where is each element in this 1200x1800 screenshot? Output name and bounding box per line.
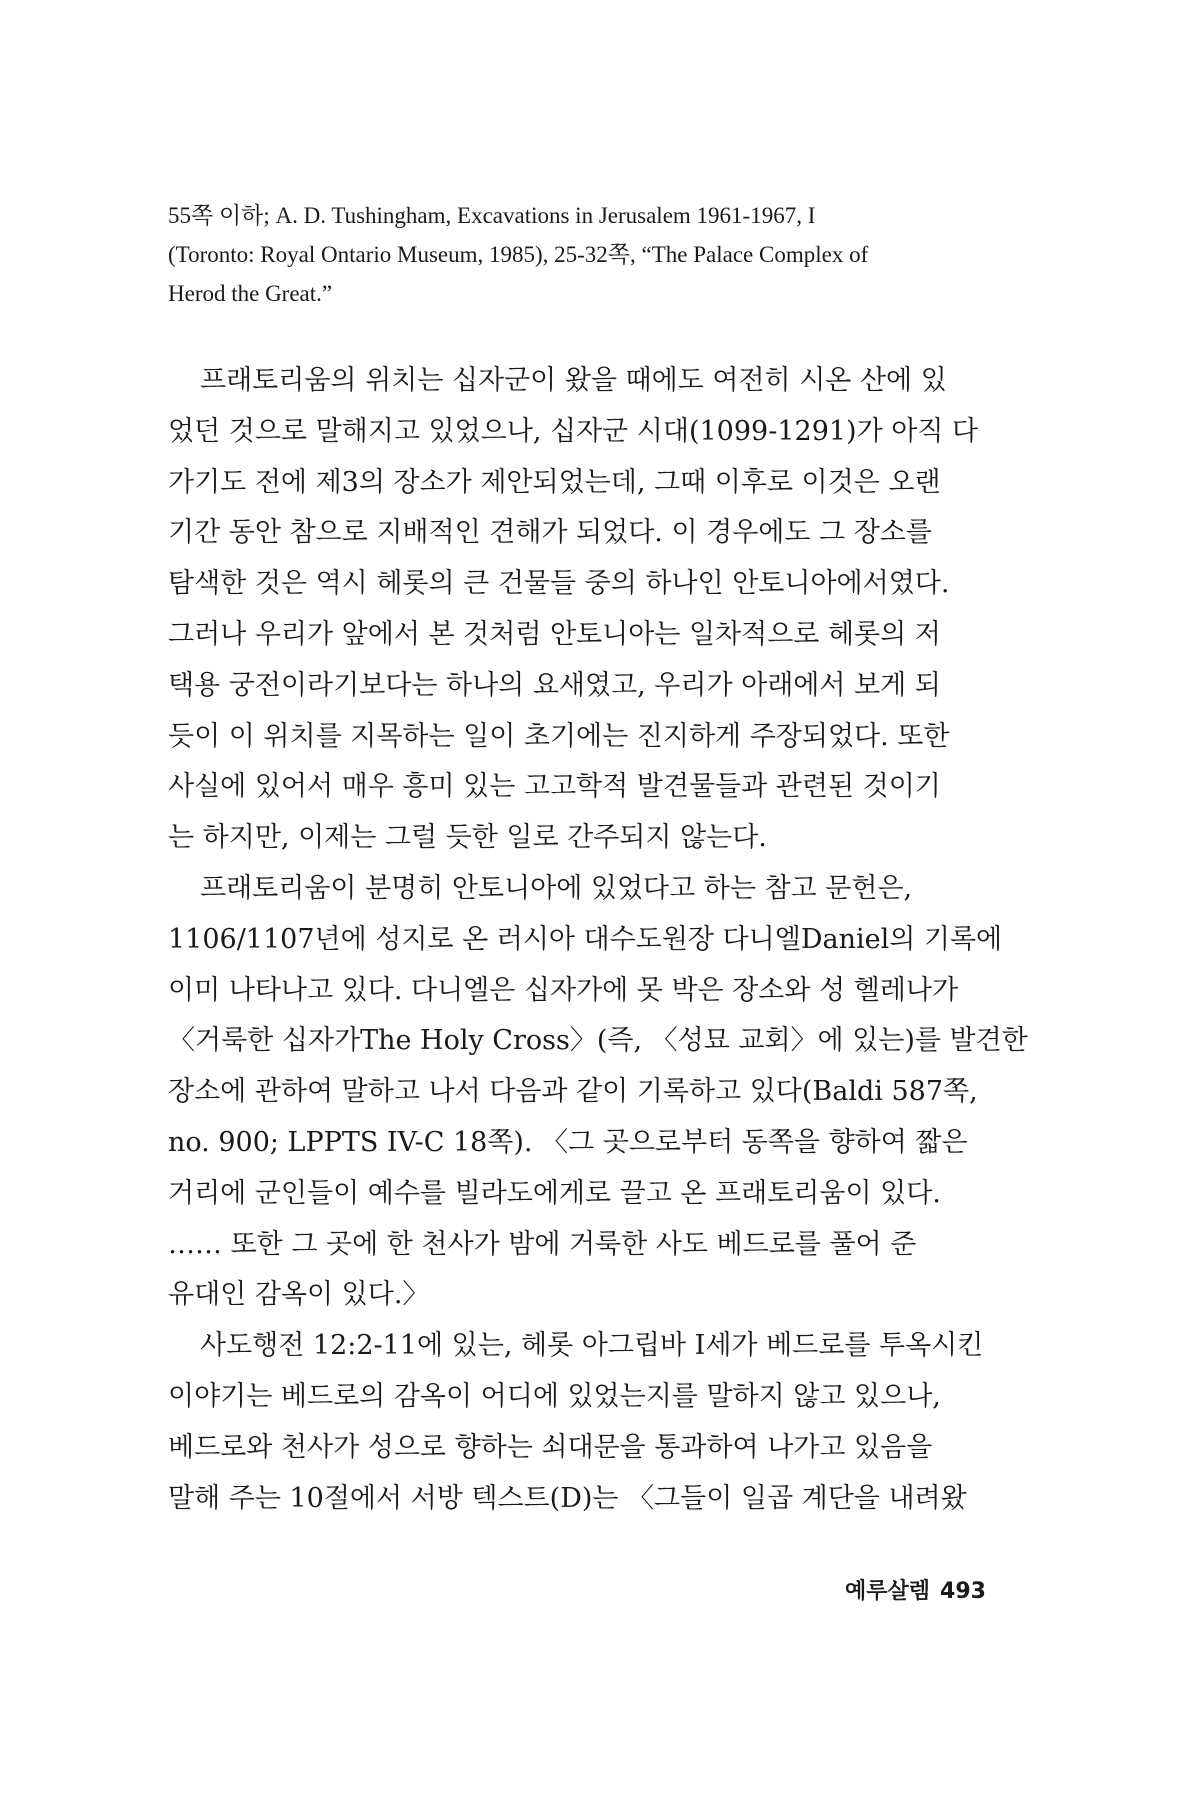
paragraph-2-line: 거리에 군인들이 예수를 빌라도에게로 끌고 온 프래토리움이 있다. bbox=[168, 1177, 941, 1209]
paragraph-3-line: 이야기는 베드로의 감옥이 어디에 있었는지를 말하지 않고 있으나, bbox=[168, 1380, 941, 1412]
footnote-line: 55쪽 이하; A. D. Tushingham, Excavations in Jerusalem 1961-1967, I bbox=[168, 203, 816, 228]
page-footer bbox=[845, 1574, 986, 1605]
paragraph-3-line: 말해 주는 10절에서 서방 텍스트(D)는 〈그들이 일곱 계단을 내려왔 bbox=[168, 1482, 967, 1514]
page-number: 493 bbox=[940, 1579, 986, 1604]
paragraph-2-line: 1106/1107년에 성지로 온 러시아 대수도원장 다니엘Daniel의 기록에 bbox=[168, 923, 1003, 955]
paragraph-1-line: 었던 것으로 말해지고 있었으나, 십자군 시대(1099-1291)가 아직 다 bbox=[168, 415, 979, 447]
main-body-text bbox=[168, 356, 1044, 1524]
paragraph-2-line: 유대인 감옥이 있다.〉 bbox=[168, 1279, 430, 1311]
paragraph-2-line: 프래토리움이 분명히 안토니아에 있었다고 하는 참고 문헌은, bbox=[200, 872, 913, 904]
footnote-line: (Toronto: Royal Ontario Museum, 1985), 25-32쪽, “The Palace Complex of bbox=[168, 242, 869, 267]
paragraph-3-line: 사도행전 12:2-11에 있는, 헤롯 아그립바 I세가 베드로를 투옥시킨 bbox=[200, 1330, 984, 1362]
running-title: 예루살렘 bbox=[845, 1579, 931, 1604]
paragraph-3-line: 베드로와 천사가 성으로 향하는 쇠대문을 통과하여 나가고 있음을 bbox=[168, 1431, 933, 1463]
paragraph-2-line: …… 또한 그 곳에 한 천사가 밤에 거룩한 사도 베드로를 풀어 준 bbox=[168, 1228, 917, 1260]
paragraph-2-line: 장소에 관하여 말하고 나서 다음과 같이 기록하고 있다(Baldi 587쪽, bbox=[168, 1076, 978, 1108]
footnote-continuation bbox=[168, 196, 1044, 313]
paragraph-1-line: 기간 동안 참으로 지배적인 견해가 되었다. 이 경우에도 그 장소를 bbox=[168, 517, 932, 549]
paragraph-1-line: 듯이 이 위치를 지목하는 일이 초기에는 진지하게 주장되었다. 또한 bbox=[168, 720, 950, 752]
paragraph-1-line: 택용 궁전이라기보다는 하나의 요새였고, 우리가 아래에서 보게 되 bbox=[168, 669, 941, 701]
paragraph-1-line: 탐색한 것은 역시 헤롯의 큰 건물들 중의 하나인 안토니아에서였다. bbox=[168, 568, 950, 600]
paragraph-1-line: 그러나 우리가 앞에서 본 것처럼 안토니아는 일차적으로 헤롯의 저 bbox=[168, 618, 941, 650]
paragraph-1-line: 는 하지만, 이제는 그럴 듯한 일로 간주되지 않는다. bbox=[168, 822, 767, 854]
paragraph-2-line: 〈거룩한 십자가The Holy Cross〉(즉, 〈성묘 교회〉에 있는)를 발견한 bbox=[168, 1025, 1028, 1057]
paragraph-1-line: 프래토리움의 위치는 십자군이 왔을 때에도 여전히 시온 산에 있 bbox=[200, 365, 947, 396]
paragraph-1-line: 가기도 전에 제3의 장소가 제안되었는데, 그때 이후로 이것은 오랜 bbox=[168, 466, 941, 498]
paragraph-2-line: no. 900; LPPTS IV-C 18쪽). 〈그 곳으로부터 동쪽을 향하여 짧은 bbox=[168, 1126, 968, 1158]
paragraph-2-line: 이미 나타나고 있다. 다니엘은 십자가에 못 박은 장소와 성 헬레나가 bbox=[168, 974, 959, 1006]
footnote-line: Herod the Great.” bbox=[168, 281, 333, 306]
paragraph-1-line: 사실에 있어서 매우 흥미 있는 고고학적 발견물들과 관련된 것이기 bbox=[168, 771, 941, 803]
